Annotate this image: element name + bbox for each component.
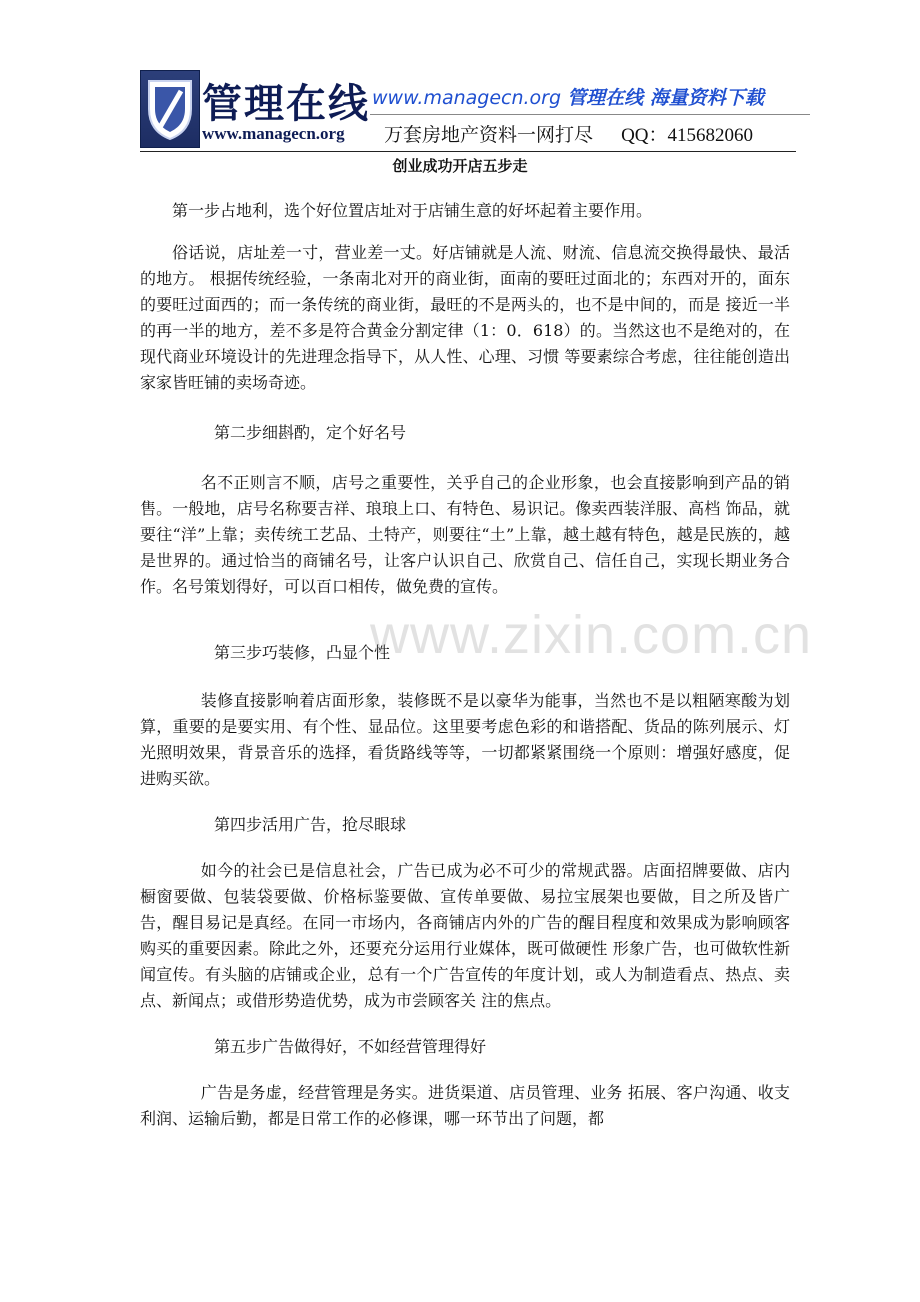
- step3-body: 装修直接影响着店面形象，装修既不是以豪华为能事，当然也不是以粗陋寒酸为划算，重要的是要实用、有个性、显品位。这里要考虑色彩的和谐搭配、货品的陈列展示、灯光照明效果，背景音乐的选择，看货路线等等，一切都紧紧围绕一个原则：增强好感度，促进购买欲。: [140, 691, 790, 788]
- shield-logo-icon: [140, 70, 200, 148]
- tagline: [372, 83, 764, 110]
- step2-heading: 第二步细斟酌，定个好名号: [214, 423, 407, 442]
- step4-heading: 第四步活用广告，抢尽眼球: [214, 815, 407, 834]
- header-banner: [140, 66, 810, 152]
- step2-body: 名不正则言不顺，店号之重要性，关乎自己的企业形象，也会直接影响到产品的销售。一般地，店号名称要吉祥、琅琅上口、有特色、易识记。像卖西装洋服、高档 饰品，就要往“洋”上靠；卖传统工艺品、土特产，则要往“土”上靠，越土越有特色，越是民族的，越是世界的。通过恰当的商铺名号，让客户认识自己、欣赏自己、信任自己，实现长期业务合作。名号策划得好，可以百口相传，做免费的宣传。: [140, 473, 790, 596]
- banner-divider: [370, 114, 810, 115]
- logo-url[interactable]: www.managecn.org: [202, 124, 345, 143]
- step3-heading: 第三步巧装修，凸显个性: [214, 643, 391, 662]
- logo-title: 管理在线: [202, 81, 370, 127]
- watermark: www.zixin.com.cn: [370, 605, 813, 665]
- step5-heading: 第五步广告做得好，不如经营管理得好: [214, 1037, 487, 1056]
- header-rule: [140, 151, 796, 152]
- step1-body: 俗话说，店址差一寸，营业差一丈。好店铺就是人流、财流、信息流交换得最快、最活的地方。 根据传统经验，一条南北对开的商业街，面南的要旺过面北的；东西对开的，面东的要旺过面西的；而一条传统的商业街，最旺的不是两头的，也不是中间的，而是 接近一半的再一半的地方，差不多是符合黄金分割定律（1：0．618）的。当然这也不是绝对的，在现代商业环境设计的先进理念指导下，从人性、心理、习惯 等要素综合考虑，往往能创造出家家皆旺铺的卖场奇迹。: [140, 243, 790, 392]
- page-title: 创业成功开店五步走: [392, 157, 528, 175]
- tagline-slogan: 管理在线 海量资料下载: [567, 87, 764, 109]
- subtitle: 万套房地产资料一网打尽: [384, 124, 594, 146]
- document-body: [140, 194, 790, 1132]
- step4-body: 如今的社会已是信息社会，广告已成为必不可少的常规武器。店面招牌要做、店内橱窗要做、包装袋要做、价格标鉴要做、宣传单要做、易拉宝展架也要做，目之所及皆广告，醒目易记是真经。在同一市场内，各商铺店内外的广告的醒目程度和效果成为影响顾客购买的重要因素。除此之外，还要充分运用行业媒体，既可做硬性 形象广告，也可做软性新闻宣传。有头脑的店铺或企业，总有一个广告宣传的年度计划，或人为制造看点、热点、卖点、新闻点；或借形势造优势，成为市尝顾客关 注的焦点。: [140, 861, 790, 1010]
- subtitle-line: [384, 120, 753, 147]
- step1-intro: 第一步占地利，选个好位置店址对于店铺生意的好坏起着主要作用。: [172, 201, 653, 220]
- tagline-url[interactable]: www.managecn.org: [372, 87, 562, 109]
- qq-number: QQ：415682060: [621, 125, 754, 146]
- step5-body: 广告是务虚，经营管理是务实。进货渠道、店员管理、业务 拓展、客户沟通、收支利润、运输后勤，都是日常工作的必修课，哪一环节出了问题，都: [140, 1083, 790, 1128]
